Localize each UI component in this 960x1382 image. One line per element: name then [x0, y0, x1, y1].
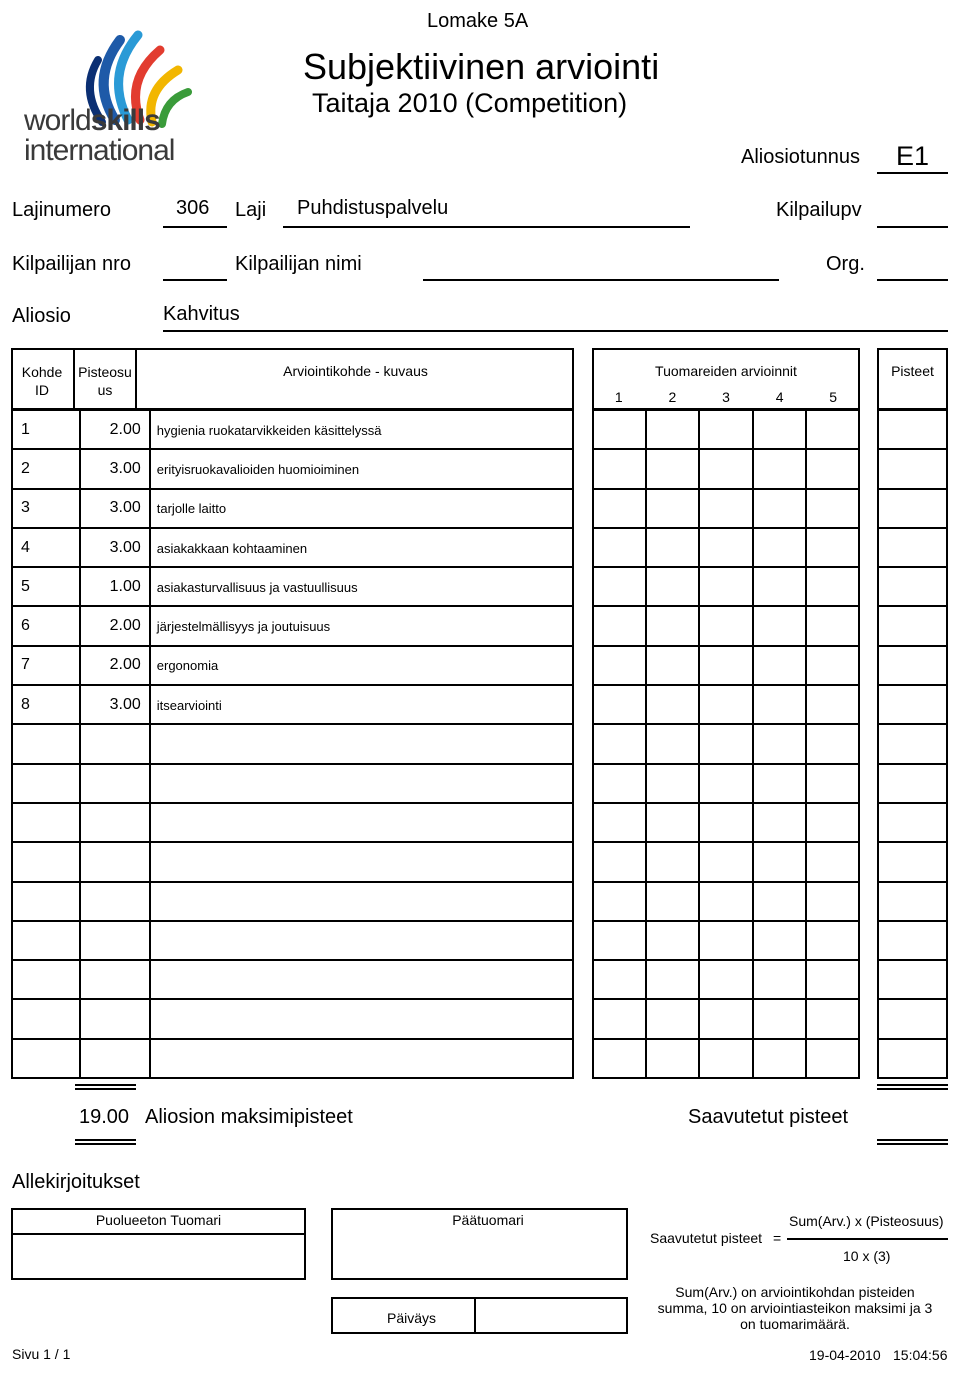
points-column-table: [877, 409, 948, 1079]
judge-score-cell[interactable]: [753, 410, 806, 449]
judge-score-cell[interactable]: [753, 449, 806, 488]
judge-score-cell[interactable]: [753, 999, 806, 1038]
signatures-heading: Allekirjoitukset: [12, 1171, 140, 1193]
cell-id: 7: [12, 646, 80, 685]
judge-score-cell[interactable]: [646, 882, 699, 921]
table-row: [12, 960, 573, 999]
skill-value: Puhdistuspalvelu: [297, 197, 449, 219]
cell-id: 2: [12, 449, 80, 488]
cell-points: 3.00: [80, 449, 150, 488]
judge-score-cell[interactable]: [806, 567, 859, 606]
cell-desc: [150, 803, 573, 842]
judge-score-cell[interactable]: [806, 646, 859, 685]
judges-score-table: [592, 409, 860, 1079]
max-points-label: Aliosion maksimipisteet: [145, 1106, 353, 1128]
judge-score-cell[interactable]: [593, 528, 646, 567]
table-row: [12, 567, 573, 606]
judge-score-cell[interactable]: [753, 685, 806, 724]
judge-score-cell[interactable]: [593, 489, 646, 528]
formula-equals: =: [773, 1230, 782, 1246]
cell-id: [12, 960, 80, 999]
points-cell[interactable]: [878, 646, 947, 685]
table-row: [12, 882, 573, 921]
judge-score-cell[interactable]: [699, 528, 752, 567]
judge-score-cell[interactable]: [646, 724, 699, 763]
judge-score-cell[interactable]: [646, 646, 699, 685]
judge-score-cell[interactable]: [806, 606, 859, 645]
skill-label: Laji: [235, 199, 267, 221]
judge-score-cell[interactable]: [806, 921, 859, 960]
judge-number: 1: [614, 389, 623, 405]
cell-desc: asiakakkaan kohtaaminen: [150, 528, 573, 567]
formula-note-line3: on tuomarimäärä.: [740, 1316, 850, 1332]
judge-score-cell[interactable]: [646, 606, 699, 645]
judge-score-cell[interactable]: [699, 646, 752, 685]
cell-points: [80, 764, 150, 803]
points-cell[interactable]: [878, 921, 947, 960]
points-cell[interactable]: [878, 1039, 947, 1078]
cell-id: 8: [12, 685, 80, 724]
table-row: [12, 764, 573, 803]
points-cell[interactable]: [878, 842, 947, 881]
competitor-no-field[interactable]: [163, 279, 227, 281]
cell-points: [80, 960, 150, 999]
judge-score-cell[interactable]: [806, 842, 859, 881]
judge-score-cell[interactable]: [646, 567, 699, 606]
judge-score-cell[interactable]: [593, 1039, 646, 1078]
cell-desc: hygienia ruokatarvikkeiden käsittelyssä: [150, 410, 573, 449]
formula-note: [630, 1284, 960, 1332]
judge-score-cell[interactable]: [753, 1039, 806, 1078]
judge-score-cell[interactable]: [753, 882, 806, 921]
competitor-no-label: Kilpailijan nro: [12, 253, 131, 275]
cell-desc: [150, 1039, 573, 1078]
judge-score-cell[interactable]: [806, 803, 859, 842]
judge-score-cell[interactable]: [753, 489, 806, 528]
judge-score-cell[interactable]: [753, 764, 806, 803]
judge-score-cell[interactable]: [646, 921, 699, 960]
judge-score-cell[interactable]: [593, 685, 646, 724]
judge-score-cell[interactable]: [699, 685, 752, 724]
judge-number: 3: [722, 389, 730, 405]
points-cell[interactable]: [878, 606, 947, 645]
org-field[interactable]: [877, 279, 948, 281]
points-cell[interactable]: [878, 449, 947, 488]
page-number: Sivu 1 / 1: [12, 1346, 71, 1362]
judge-score-cell[interactable]: [593, 960, 646, 999]
judge-score-cell[interactable]: [593, 921, 646, 960]
table-row: [12, 999, 573, 1038]
print-time: 15:04:56: [893, 1347, 948, 1363]
cell-id: [12, 882, 80, 921]
judge-score-cell[interactable]: [806, 410, 859, 449]
table-row: [12, 449, 573, 488]
judge-score-cell[interactable]: [593, 567, 646, 606]
judge-score-cell[interactable]: [806, 960, 859, 999]
points-cell[interactable]: [878, 764, 947, 803]
skill-number-label: Lajinumero: [12, 199, 111, 221]
table-row: [12, 606, 573, 645]
cell-points: [80, 803, 150, 842]
cell-desc: ergonomia: [150, 646, 573, 685]
page-title: Subjektiivinen arviointi: [303, 46, 660, 87]
table-row: [12, 489, 573, 528]
table-row: [12, 528, 573, 567]
judge-score-cell[interactable]: [699, 606, 752, 645]
judge-score-cell[interactable]: [806, 764, 859, 803]
cell-points: 3.00: [80, 685, 150, 724]
cell-id: 3: [12, 489, 80, 528]
table-row: [12, 842, 573, 881]
judge-score-cell[interactable]: [593, 410, 646, 449]
judge-score-cell[interactable]: [646, 842, 699, 881]
judge-score-cell[interactable]: [699, 410, 752, 449]
judge-score-cell[interactable]: [753, 842, 806, 881]
cell-points: [80, 921, 150, 960]
cell-points: 2.00: [80, 646, 150, 685]
col-id-header: Kohde ID: [21, 364, 63, 398]
col-score-header: Pisteet: [891, 363, 934, 379]
points-cell[interactable]: [878, 724, 947, 763]
cell-id: [12, 921, 80, 960]
points-cell[interactable]: [878, 803, 947, 842]
judge-score-cell[interactable]: [646, 999, 699, 1038]
cell-desc: [150, 882, 573, 921]
score-header: [877, 348, 948, 410]
max-points-value: 19.00: [79, 1106, 130, 1128]
points-cell[interactable]: [878, 410, 947, 449]
competition-day-label: Kilpailupv: [776, 199, 862, 221]
judge-score-cell[interactable]: [646, 449, 699, 488]
cell-id: [12, 764, 80, 803]
judge-score-cell[interactable]: [593, 999, 646, 1038]
cell-id: [12, 724, 80, 763]
cell-points: [80, 882, 150, 921]
judge-score-cell[interactable]: [699, 882, 752, 921]
print-date: 19-04-2010: [809, 1347, 881, 1363]
table-row: [12, 646, 573, 685]
cell-desc: tarjolle laitto: [150, 489, 573, 528]
judge-score-cell[interactable]: [806, 882, 859, 921]
judge-score-cell[interactable]: [699, 803, 752, 842]
cell-points: 3.00: [80, 489, 150, 528]
cell-id: [12, 1039, 80, 1078]
page-subtitle: Taitaja 2010 (Competition): [312, 88, 628, 118]
judge-score-cell[interactable]: [646, 489, 699, 528]
cell-points: 2.00: [80, 410, 150, 449]
points-cell[interactable]: [878, 528, 947, 567]
judge-score-cell[interactable]: [806, 724, 859, 763]
judge-score-cell[interactable]: [699, 842, 752, 881]
points-cell[interactable]: [878, 489, 947, 528]
judge-score-cell[interactable]: [646, 764, 699, 803]
cell-id: 6: [12, 606, 80, 645]
judge-score-cell[interactable]: [699, 724, 752, 763]
judge-score-cell[interactable]: [646, 960, 699, 999]
points-cell[interactable]: [878, 567, 947, 606]
cell-id: [12, 999, 80, 1038]
judge-score-cell[interactable]: [699, 489, 752, 528]
skill-number-value: 306: [176, 197, 210, 219]
table-row: [12, 724, 573, 763]
judge-score-cell[interactable]: [699, 567, 752, 606]
cell-points: 2.00: [80, 606, 150, 645]
formula-note-line2: summa, 10 on arviointiasteikon maksimi ja 3: [657, 1300, 933, 1316]
cell-desc: [150, 960, 573, 999]
formula-numerator: Sum(Arv.) x (Pisteosuus): [789, 1213, 944, 1229]
judge-score-cell[interactable]: [753, 960, 806, 999]
judge-score-cell[interactable]: [753, 921, 806, 960]
cell-desc: [150, 842, 573, 881]
date-label: Päiväys: [386, 1310, 437, 1326]
formula-note-line1: Sum(Arv.) on arviointikohdan pisteiden: [675, 1284, 915, 1300]
cell-desc: erityisruokavalioiden huomioiminen: [150, 449, 573, 488]
cell-id: 5: [12, 567, 80, 606]
judge-score-cell[interactable]: [646, 410, 699, 449]
judge-score-cell[interactable]: [699, 1039, 752, 1078]
cell-points: [80, 842, 150, 881]
col-judges-header: Tuomareiden arvioinnit: [655, 363, 797, 379]
judge-score-cell[interactable]: [806, 449, 859, 488]
judge-score-cell[interactable]: [806, 489, 859, 528]
cell-desc: järjestelmällisyys ja joutuisuus: [150, 606, 573, 645]
cell-desc: asiakasturvallisuus ja vastuullisuus: [150, 567, 573, 606]
subsection-value: Kahvitus: [163, 303, 240, 325]
judge-score-cell[interactable]: [593, 449, 646, 488]
judge-score-cell[interactable]: [593, 882, 646, 921]
logo-world: world: [24, 104, 91, 137]
judge-score-cell[interactable]: [806, 999, 859, 1038]
judge-score-cell[interactable]: [699, 999, 752, 1038]
logo-skills: skills: [90, 104, 160, 137]
judge-score-cell[interactable]: [753, 724, 806, 763]
judge-score-cell[interactable]: [593, 842, 646, 881]
judge-number: 4: [775, 389, 784, 405]
cell-id: [12, 803, 80, 842]
judge-score-cell[interactable]: [753, 606, 806, 645]
cell-points: 1.00: [80, 567, 150, 606]
evaluation-table: [11, 409, 574, 1079]
points-cell[interactable]: [878, 960, 947, 999]
subsection-code-label: Aliosiotunnus: [741, 146, 860, 168]
judge-score-cell[interactable]: [753, 646, 806, 685]
judge-score-cell[interactable]: [806, 1039, 859, 1078]
judge-score-cell[interactable]: [806, 528, 859, 567]
chief-judge-label: Päätuomari: [452, 1212, 524, 1228]
cell-desc: [150, 921, 573, 960]
points-cell[interactable]: [878, 882, 947, 921]
impartial-judge-label: Puolueeton Tuomari: [95, 1212, 222, 1228]
cell-desc: itsearviointi: [150, 685, 573, 724]
judge-number: 5: [829, 389, 838, 405]
judge-score-cell[interactable]: [593, 764, 646, 803]
judge-score-cell[interactable]: [699, 960, 752, 999]
cell-id: 1: [12, 410, 80, 449]
org-label: Org.: [826, 253, 865, 275]
cell-points: 3.00: [80, 528, 150, 567]
cell-points: [80, 1039, 150, 1078]
judge-score-cell[interactable]: [646, 528, 699, 567]
formula-lhs: Saavutetut pisteet: [650, 1230, 763, 1246]
judge-score-cell[interactable]: [593, 803, 646, 842]
table-row: [12, 921, 573, 960]
table-row: [12, 803, 573, 842]
judge-score-cell[interactable]: [699, 449, 752, 488]
judge-score-cell[interactable]: [593, 606, 646, 645]
table-row: [12, 685, 573, 724]
judge-number: 2: [668, 389, 677, 405]
worldskills-logo: [20, 20, 195, 170]
cell-points: [80, 999, 150, 1038]
cell-desc: [150, 724, 573, 763]
col-desc-header: Arviointikohde - kuvaus: [283, 363, 428, 379]
subsection-label: Aliosio: [12, 305, 71, 327]
col-points-header: Pisteosu us: [78, 364, 132, 398]
cell-desc: [150, 764, 573, 803]
judge-score-cell[interactable]: [646, 803, 699, 842]
competitor-name-field[interactable]: [423, 279, 779, 281]
formula-denominator: 10 x (3): [843, 1248, 891, 1264]
cell-id: [12, 842, 80, 881]
subsection-code-value: E1: [896, 141, 930, 171]
achieved-points-label: Saavutetut pisteet: [688, 1106, 849, 1128]
judge-score-cell[interactable]: [753, 803, 806, 842]
judge-score-cell[interactable]: [699, 921, 752, 960]
competition-day-field[interactable]: [877, 226, 948, 228]
table-row: [12, 410, 573, 449]
form-label: Lomake 5A: [427, 10, 529, 32]
logo-international: international: [24, 134, 175, 167]
points-cell[interactable]: [878, 999, 947, 1038]
formula-fraction-bar: [787, 1238, 948, 1240]
judge-score-cell[interactable]: [646, 1039, 699, 1078]
judge-score-cell[interactable]: [806, 685, 859, 724]
points-cell[interactable]: [878, 685, 947, 724]
cell-points: [80, 724, 150, 763]
table-row: [12, 1039, 573, 1078]
cell-desc: [150, 999, 573, 1038]
judge-score-cell[interactable]: [753, 567, 806, 606]
competitor-name-label: Kilpailijan nimi: [235, 253, 362, 275]
judge-score-cell[interactable]: [699, 764, 752, 803]
judge-score-cell[interactable]: [753, 528, 806, 567]
judge-score-cell[interactable]: [646, 685, 699, 724]
judge-score-cell[interactable]: [593, 646, 646, 685]
judge-score-cell[interactable]: [593, 724, 646, 763]
cell-id: 4: [12, 528, 80, 567]
